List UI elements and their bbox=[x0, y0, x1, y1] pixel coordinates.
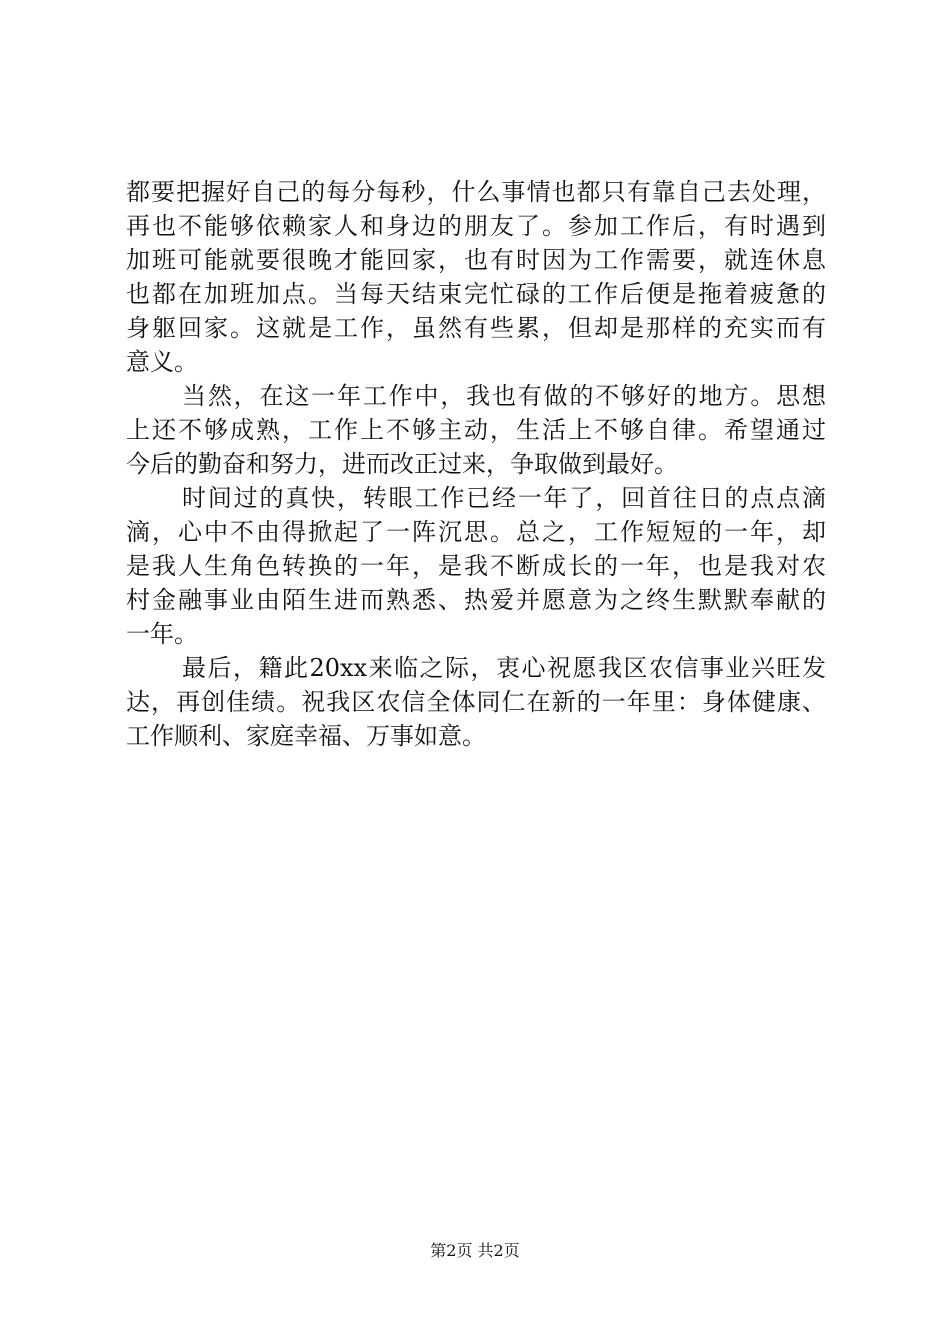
text-line: 都要把握好自己的每分每秒，什么事情也都只有靠自己去处理， bbox=[126, 178, 826, 206]
text-line: 今后的勤奋和努力，进而改正过来，争取做到最好。 bbox=[126, 450, 678, 478]
text-line: 当然，在这一年工作中，我也有做的不够好的地方。思想 bbox=[182, 382, 826, 410]
paragraph-reflection bbox=[126, 481, 826, 651]
document-body bbox=[126, 175, 826, 753]
text-line: 村金融事业由陌生进而熟悉、热爱并愿意为之终生默默奉献的 bbox=[126, 586, 826, 614]
text-line: 是我人生角色转换的一年，是我不断成长的一年，也是我对农 bbox=[126, 552, 826, 580]
text-line: 工作顺利、家庭幸福、万事如意。 bbox=[126, 722, 486, 750]
text-line: 滴，心中不由得掀起了一阵沉思。总之，工作短短的一年，却 bbox=[126, 518, 826, 546]
text-line: 最后，籍此20xx来临之际，衷心祝愿我区农信事业兴旺发 bbox=[182, 654, 826, 682]
paragraph-closing-wishes bbox=[126, 651, 826, 753]
text-line: 意义。 bbox=[126, 348, 198, 376]
page-number-footer: 第2页 共2页 bbox=[430, 1241, 520, 1260]
text-line: 一年。 bbox=[126, 620, 198, 648]
text-line: 身躯回家。这就是工作，虽然有些累，但却是那样的充实而有 bbox=[126, 314, 826, 342]
text-line: 达，再创佳绩。祝我区农信全体同仁在新的一年里：身体健康、 bbox=[126, 688, 826, 716]
paragraph-continuation bbox=[126, 175, 826, 379]
paragraph-shortcomings bbox=[126, 379, 826, 481]
text-line: 加班可能就要很晚才能回家，也有时因为工作需要，就连休息 bbox=[126, 246, 826, 274]
text-line: 上还不够成熟，工作上不够主动，生活上不够自律。希望通过 bbox=[126, 416, 826, 444]
text-line: 也都在加班加点。当每天结束完忙碌的工作后便是拖着疲惫的 bbox=[126, 280, 826, 308]
text-line: 再也不能够依赖家人和身边的朋友了。参加工作后，有时遇到 bbox=[126, 212, 826, 240]
text-line: 时间过的真快，转眼工作已经一年了，回首往日的点点滴 bbox=[182, 484, 826, 512]
